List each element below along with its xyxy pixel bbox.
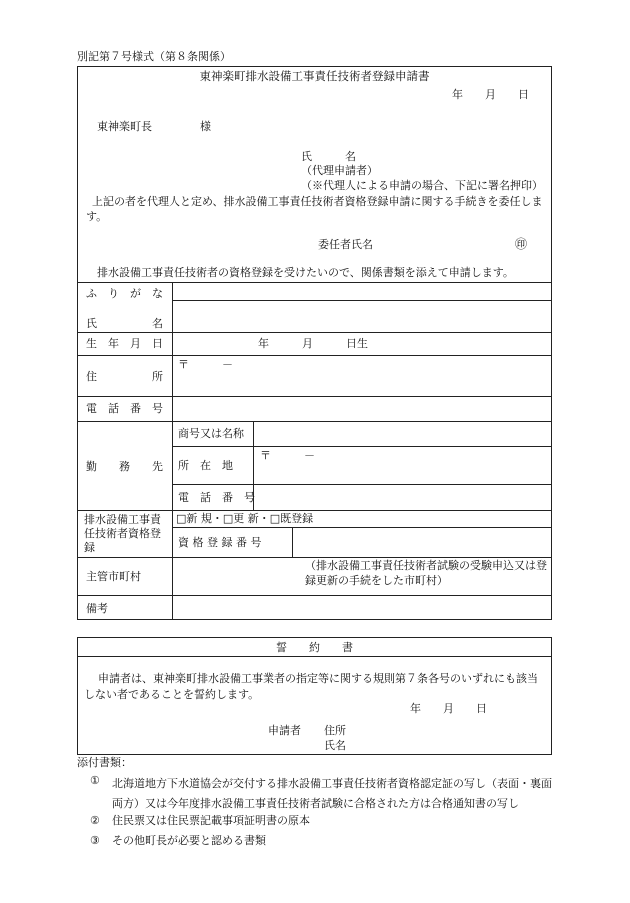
table-line <box>77 510 552 511</box>
table-line <box>77 595 552 596</box>
agent-label: （代理申請者） <box>301 164 378 177</box>
delegator-label: 委任者氏名 <box>318 238 373 251</box>
delegation-text: 上記の者を代理人と定め、排水設備工事責任技術者資格登録申請に関する手続きを委任します。 <box>86 195 543 223</box>
company-phone-label: 電 話 番 号 <box>178 491 255 504</box>
table-line <box>172 300 552 301</box>
table-line <box>77 332 552 333</box>
table-line <box>172 282 173 620</box>
birthdate-value: 年 月 日生 <box>258 337 368 350</box>
postal-mark: 〒 － <box>178 358 233 371</box>
phone-label: 電 話 番 号 <box>86 402 163 415</box>
birthdate-label: 生 年 月 日 <box>86 337 163 350</box>
workplace-label: 勤 務 先 <box>86 460 163 473</box>
attachment-number: ② <box>90 814 100 827</box>
pledge-date: 年 月 日 <box>410 702 487 715</box>
table-line <box>77 282 552 283</box>
application-statement: 排水設備工事責任技術者の資格登録を受けたいので、関係書類を添えて申請します。 <box>97 266 514 279</box>
pledge-applicant-label: 申請者 <box>268 724 301 737</box>
address-label: 住 所 <box>86 370 163 383</box>
seal-mark: ㊞ <box>515 237 528 251</box>
attachment-item: その他町長が必要と認める書類 <box>112 834 266 847</box>
company-name-label: 商号又は名称 <box>178 427 244 440</box>
agent-note: （※代理人による申請の場合、下記に署名押印） <box>301 179 543 192</box>
municipality-label: 主管市町村 <box>86 570 141 583</box>
form-title: 東神楽町排水設備工事責任技術者登録申請書 <box>199 69 430 83</box>
registration-number-label: 資 格 登 録 番 号 <box>178 536 262 549</box>
pledge-name-label: 氏名 <box>324 739 346 752</box>
addressee-honorific: 様 <box>200 120 211 133</box>
name-label: 氏 名 <box>86 317 163 330</box>
attachments-heading: 添付書類： <box>77 756 132 769</box>
pledge-address-label: 住所 <box>324 724 346 737</box>
table-line <box>172 484 552 485</box>
municipality-note: （排水設備工事責任技術者試験の受験申込又は登録更新の手続をした市町村） <box>305 559 547 587</box>
date-line: 年 月 日 <box>452 88 529 101</box>
applicant-name-label: 氏 名 <box>301 150 356 163</box>
company-postal-mark: 〒 － <box>260 449 315 462</box>
attachment-item: 北海道地方下水道協会が交付する排水設備工事責任技術者資格認定証の写し（表面・裏面両方）又は今年度排水設備工事責任技術者試験に合格された方は合格通知書の写し <box>112 777 552 810</box>
table-line <box>77 355 552 356</box>
table-line <box>292 527 293 557</box>
registration-options: □新 規・□更 新・□既登録 <box>176 512 314 525</box>
pledge-title: 誓 約 書 <box>276 641 353 654</box>
attachment-item: 住民票又は住民票記載事項証明書の原本 <box>112 814 310 827</box>
addressee: 東神楽町長 <box>97 120 152 133</box>
pledge-text: 申請者は、東神楽町排水設備工事業者の指定等に関する規則第７条各号のいずれにも該当しない者であることを誓約します。 <box>84 672 538 701</box>
table-line <box>172 446 552 447</box>
table-line <box>77 396 552 397</box>
table-line <box>77 421 552 422</box>
attachment-number: ③ <box>90 834 100 847</box>
registration-label: 排水設備工事責任技術者資格登録 <box>84 513 161 554</box>
company-location-label: 所 在 地 <box>178 459 233 472</box>
form-number: 別記第７号様式（第８条関係） <box>77 50 231 63</box>
remarks-label: 備考 <box>86 602 108 615</box>
attachment-number: ① <box>90 774 100 787</box>
furigana-label: ふ り が な <box>86 287 163 300</box>
table-line <box>172 527 552 528</box>
pledge-divider <box>77 656 552 657</box>
